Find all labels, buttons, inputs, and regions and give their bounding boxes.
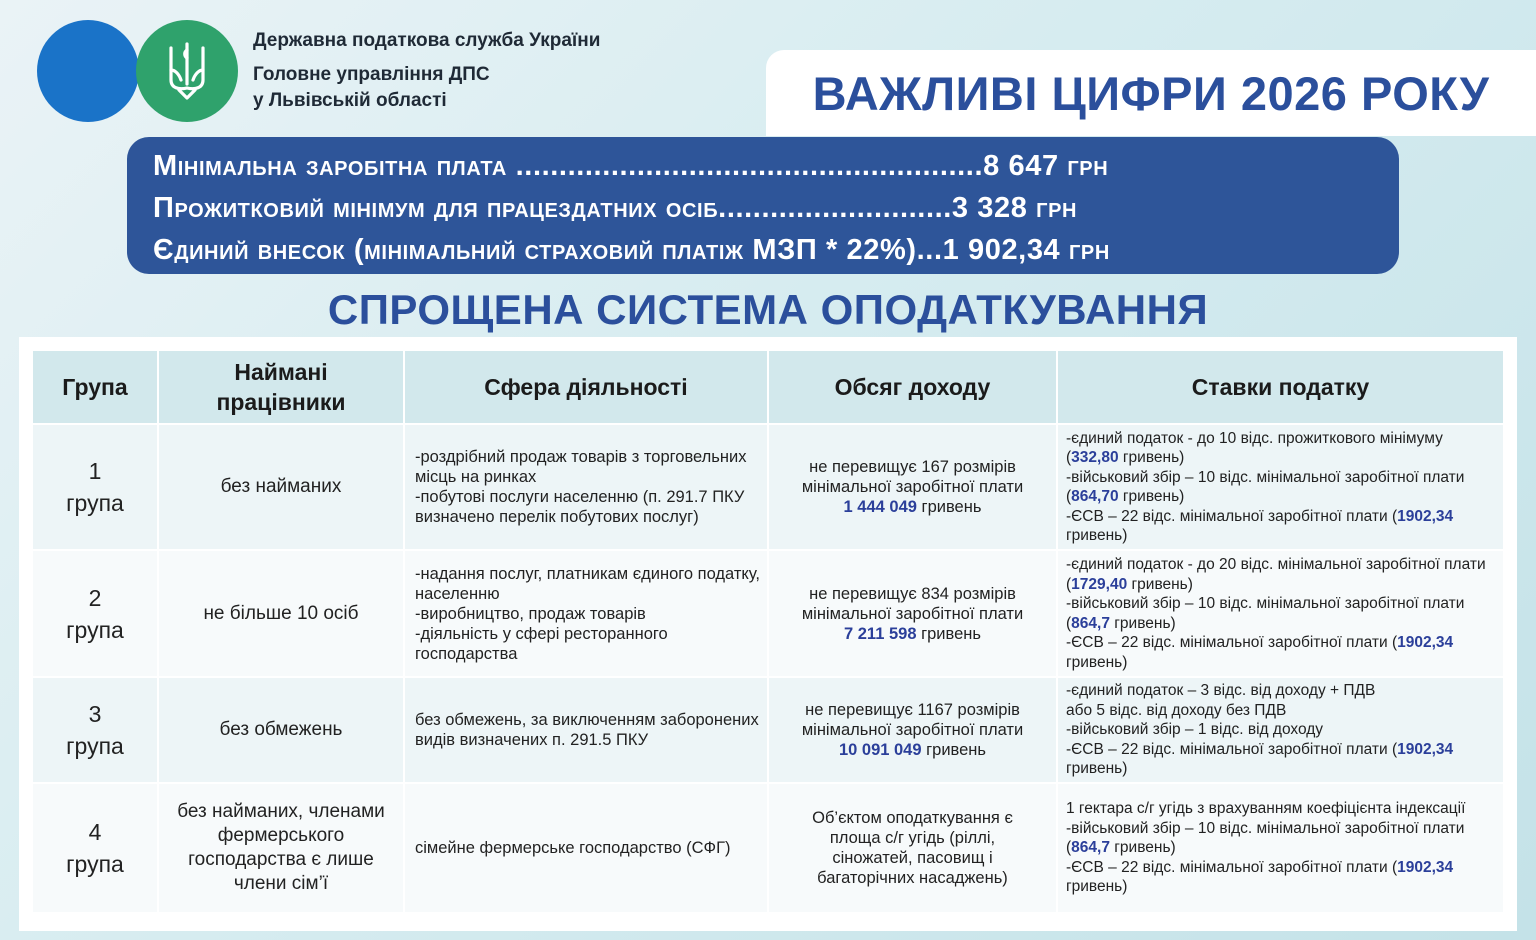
org-line-3: у Львівській області	[253, 90, 447, 111]
page-title-box	[766, 50, 1536, 136]
header-income: Обсяг доходу	[769, 351, 1056, 423]
group-cell	[33, 551, 157, 676]
table-header-row	[33, 351, 1503, 423]
rate-line: -ЄСВ – 22 відс. мінімальної заробітної плати (1902,34 гривень)	[1066, 858, 1454, 896]
sphere-cell	[405, 551, 767, 676]
sphere-line: -діяльність у сфері ресторанного господарства	[415, 624, 668, 663]
org-line-2: Головне управління ДПС	[253, 64, 490, 85]
rate-line: або 5 відс. від доходу без ПДВ	[1066, 701, 1287, 719]
income-text: не перевищує 1167 розмірів мінімальної заробітної плати	[801, 701, 1024, 739]
page-title: ВАЖЛИВІ ЦИФРИ 2026 РОКУ	[812, 66, 1490, 120]
income-text: не перевищує 167 розмірів мінімальної заробітної плати	[801, 458, 1024, 496]
rate-line: -військовий збір – 1 відс. від доходу	[1066, 721, 1324, 739]
tax-groups-table-container	[19, 337, 1517, 931]
tax-groups-table	[31, 349, 1505, 914]
logo-blue-circle	[37, 20, 139, 122]
income-cell	[769, 678, 1056, 782]
group-cell	[33, 784, 157, 912]
rate-line: -військовий збір – 10 відс. мінімальної заробітної плати (864,70 гривень)	[1066, 468, 1465, 505]
key-figures-panel	[127, 137, 1399, 274]
header-sphere: Сфера діяльності	[405, 351, 767, 423]
income-text: Об’єктом оподаткування є площа с/г угідь (ріллі, сіножатей, пасовищ і багаторічних насаджень)	[812, 809, 1013, 887]
rate-line: -ЄСВ – 22 відс. мінімальної заробітної плати (1902,34 гривень)	[1066, 740, 1454, 778]
rates-cell	[1058, 678, 1503, 782]
logo-green-circle	[136, 20, 238, 122]
income-amount: 7 211 598	[844, 624, 917, 643]
sphere-line: -виробництво, продаж товарів	[415, 604, 646, 623]
rate-line: -військовий збір – 10 відс. мінімальної заробітної плати (864,7 гривень)	[1066, 595, 1465, 632]
group-number: 3	[88, 701, 102, 727]
group-cell	[33, 678, 157, 782]
employees-cell: без обмежень	[159, 678, 403, 782]
header-rates: Ставки податку	[1058, 351, 1503, 423]
rate-line: -військовий збір – 10 відс. мінімальної заробітної плати (864,7 гривень)	[1066, 819, 1465, 857]
table-row	[33, 551, 1503, 676]
group-number: 2	[88, 584, 102, 611]
group-word: група	[66, 490, 124, 516]
income-unit: гривень	[921, 624, 981, 643]
sphere-line: без обмежень, за виключенням заборонених видів визначених п. 291.5 ПКУ	[415, 711, 759, 749]
income-text: не перевищує 834 розмірів мінімальної заробітної плати	[801, 584, 1024, 623]
rate-line: -єдиний податок – 3 відс. від доходу + ПДВ	[1066, 682, 1376, 700]
table-row	[33, 678, 1503, 782]
group-number: 1	[88, 458, 102, 484]
rate-line: -ЄСВ – 22 відс. мінімальної заробітної плати (1902,34 гривень)	[1066, 634, 1454, 671]
header-employees: Наймані працівники	[159, 351, 403, 423]
income-amount: 10 091 049	[838, 741, 922, 759]
employees-cell: без найманих	[159, 425, 403, 549]
sphere-line: -роздрібний продаж товарів з торговельних місць на ринках	[415, 448, 747, 486]
sphere-line: сімейне фермерське господарство (СФГ)	[415, 839, 731, 857]
rates-cell	[1058, 551, 1503, 676]
employees-cell: не більше 10 осіб	[159, 551, 403, 676]
income-amount: 1 444 049	[843, 498, 917, 516]
organization-name	[253, 28, 600, 114]
sphere-cell	[405, 678, 767, 782]
group-word: група	[66, 616, 124, 643]
sphere-cell	[405, 784, 767, 912]
figure-min-wage: Мінімальна заробітна плата ......................................................8 647 грн	[153, 150, 1109, 182]
header-group: Група	[33, 351, 157, 423]
sphere-line: -побутові послуги населенню (п. 291.7 ПКУ визначено перелік побутових послуг)	[415, 488, 745, 526]
rate-line: -єдиний податок - до 10 відс. прожиткового мінімуму (332,80 гривень)	[1066, 429, 1443, 466]
group-cell	[33, 425, 157, 549]
group-word: група	[66, 733, 124, 759]
group-number: 4	[88, 819, 102, 845]
org-line-1: Державна податкова служба України	[253, 30, 601, 51]
sphere-cell	[405, 425, 767, 549]
rates-cell	[1058, 784, 1503, 912]
income-cell	[769, 551, 1056, 676]
table-row	[33, 784, 1503, 912]
income-cell	[769, 425, 1056, 549]
employees-cell: без найманих, членами фермерського господарства є лише члени сім’ї	[159, 784, 403, 912]
rate-line: 1 гектара с/г угідь з врахуванням коефіцієнта індексації	[1066, 800, 1466, 818]
figure-subsistence-min: Прожитковий мінімум для працездатних осіб...........................3 328 грн	[153, 192, 1078, 224]
rate-line: -ЄСВ – 22 відс. мінімальної заробітної плати (1902,34 гривень)	[1066, 507, 1454, 544]
section-subtitle: СПРОЩЕНА СИСТЕМА ОПОДАТКУВАННЯ	[327, 286, 1209, 333]
income-cell	[769, 784, 1056, 912]
figure-single-contribution: Єдиний внесок (мінімальний страховий платіж МЗП * 22%)...1 902,34 грн	[153, 234, 1110, 266]
trident-icon	[165, 40, 209, 102]
income-unit: гривень	[921, 498, 982, 516]
sphere-line: -надання послуг, платникам єдиного податку, населенню	[415, 564, 760, 603]
table-row	[33, 425, 1503, 549]
income-unit: гривень	[926, 741, 987, 759]
group-word: група	[66, 851, 124, 877]
rates-cell	[1058, 425, 1503, 549]
rate-line: -єдиний податок - до 20 відс. мінімальної заробітної плати (1729,40 гривень)	[1066, 556, 1486, 593]
